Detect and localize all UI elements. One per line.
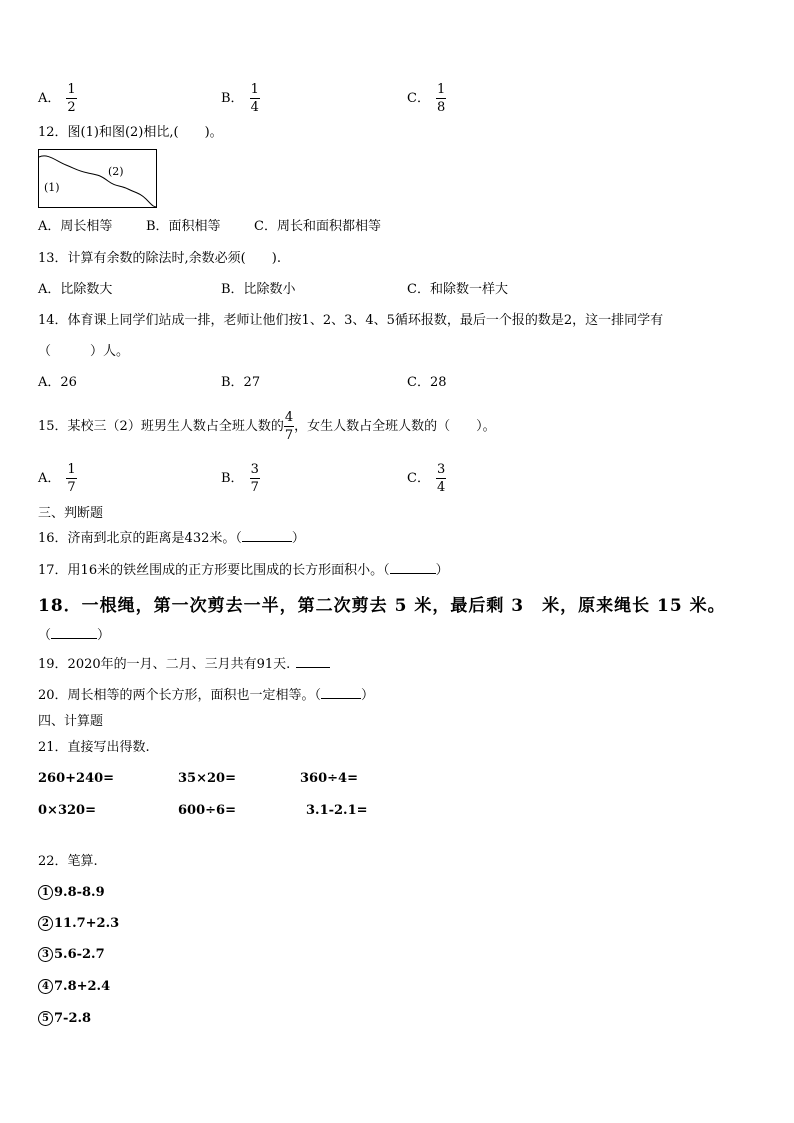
q13-option-b: B．比除数小: [221, 282, 296, 297]
q22-item: [38, 915, 119, 933]
q18-close-paren: ）: [97, 628, 111, 643]
q16-close-paren: ）: [291, 531, 305, 546]
circled-number: 2: [38, 916, 53, 931]
option-letter: C．: [407, 471, 430, 486]
q18-open-paren: （: [38, 628, 52, 643]
q21-item: 600÷6=: [178, 803, 236, 818]
q22-item: [38, 946, 105, 964]
fraction: [250, 462, 260, 495]
option-letter: A．: [38, 91, 61, 106]
fraction: [436, 82, 446, 115]
denominator: 7: [284, 428, 294, 443]
q14-option-b: B．27: [221, 375, 261, 390]
denominator: 7: [67, 480, 76, 495]
q22-item: [38, 884, 105, 902]
q17-text: 17．用16米的铁丝围成的正方形要比围成的长方形面积小。（: [38, 563, 390, 578]
q15-stem: [38, 410, 496, 443]
q13-option-c: C．和除数一样大: [407, 282, 508, 297]
q12-figure: [38, 149, 158, 209]
fraction: [250, 82, 260, 115]
q17: [38, 562, 449, 580]
q22-stem: 22．笔算.: [38, 854, 98, 869]
q12-option-c: C．周长和面积都相等: [254, 219, 381, 234]
fraction: [436, 462, 446, 495]
fraction: [66, 82, 76, 115]
expression: 9.8-8.9: [54, 885, 105, 900]
q21-stem: 21．直接写出得数.: [38, 740, 150, 755]
option-letter: C．: [407, 91, 430, 106]
q21-item: 0×320=: [38, 803, 96, 818]
expression: 11.7+2.3: [54, 916, 120, 931]
q21-item: 35×20=: [178, 771, 236, 786]
q20-text: 20．周长相等的两个长方形，面积也一定相等。（: [38, 688, 322, 703]
q14-stem: 14．体育课上同学们站成一排，老师让他们按1、2、3、4、5循环报数，最后一个报的数是2，这一排同学有: [38, 313, 664, 328]
q12-option-b: B．面积相等: [146, 219, 221, 234]
numerator: 1: [250, 82, 259, 97]
denominator: 7: [250, 480, 259, 495]
numerator: 3: [436, 462, 446, 477]
q19-text: 19．2020年的一月、二月、三月共有91天.: [38, 657, 291, 672]
q18-answer: [38, 627, 110, 645]
q15-stem-part-2: ，女生人数占全班人数的（ ）。: [294, 419, 496, 434]
q13-option-a: A．比除数大: [38, 282, 113, 297]
q13-stem: 13．计算有余数的除法时,余数必须( ).: [38, 251, 281, 266]
fraction: [66, 462, 76, 495]
q15-option-a: [38, 462, 77, 495]
q17-close-paren: ）: [435, 563, 449, 578]
q21-item: 3.1-2.1=: [306, 803, 368, 818]
answer-blank[interactable]: [390, 573, 436, 574]
q12-stem: 12．图(1)和图(2)相比,( )。: [38, 125, 223, 140]
numerator: 3: [250, 462, 259, 477]
q21-item: 260+240=: [38, 771, 115, 786]
expression: 5.6-2.7: [54, 947, 105, 962]
circled-number: 1: [38, 885, 53, 900]
q11-option-c: [407, 82, 446, 115]
q16: [38, 530, 305, 548]
answer-blank[interactable]: [242, 541, 292, 542]
q22-item: [38, 978, 110, 996]
circled-number: 5: [38, 1011, 53, 1026]
fraction: [284, 410, 294, 443]
circled-number: 4: [38, 979, 53, 994]
expression: 7-2.8: [54, 1011, 92, 1026]
circled-number: 3: [38, 947, 53, 962]
q14-option-a: A．26: [38, 375, 77, 390]
option-letter: B．: [221, 471, 244, 486]
numerator: 1: [67, 462, 76, 477]
fig-label-1: (1): [44, 181, 60, 194]
numerator: 4: [284, 410, 294, 425]
q12-option-a: A．周长相等: [38, 219, 113, 234]
q19: [38, 656, 330, 674]
numerator: 1: [67, 82, 76, 97]
denominator: 4: [436, 480, 446, 495]
answer-blank[interactable]: [321, 698, 361, 699]
numerator: 1: [436, 82, 446, 97]
q15-option-b: [221, 462, 260, 495]
q16-text: 16．济南到北京的距离是432米。（: [38, 531, 242, 546]
denominator: 8: [436, 100, 446, 115]
q22-item: [38, 1010, 91, 1028]
q21-item: 360÷4=: [300, 771, 358, 786]
q14-stem-continued: （ ）人。: [38, 344, 130, 359]
option-letter: B．: [221, 91, 244, 106]
q11-option-b: [221, 82, 260, 115]
q11-option-a: [38, 82, 77, 115]
option-letter: A．: [38, 471, 61, 486]
fig-label-2: (2): [108, 165, 124, 178]
q20: [38, 687, 374, 705]
section-heading-judgement: 三、判断题: [38, 506, 104, 521]
q15-option-c: [407, 462, 446, 495]
q15-stem-part-1: 15．某校三（2）班男生人数占全班人数的: [38, 419, 284, 434]
denominator: 2: [67, 100, 76, 115]
answer-blank[interactable]: [296, 667, 330, 668]
q14-option-c: C．28: [407, 375, 447, 390]
q20-close-paren: ）: [361, 688, 375, 703]
q18-text: 18．一根绳，第一次剪去一半，第二次剪去 5 米，最后剩 3 米，原来绳长 15 米。: [38, 596, 726, 616]
expression: 7.8+2.4: [54, 979, 111, 994]
denominator: 4: [250, 100, 259, 115]
answer-blank[interactable]: [51, 638, 97, 639]
section-heading-calculation: 四、计算题: [38, 714, 104, 729]
